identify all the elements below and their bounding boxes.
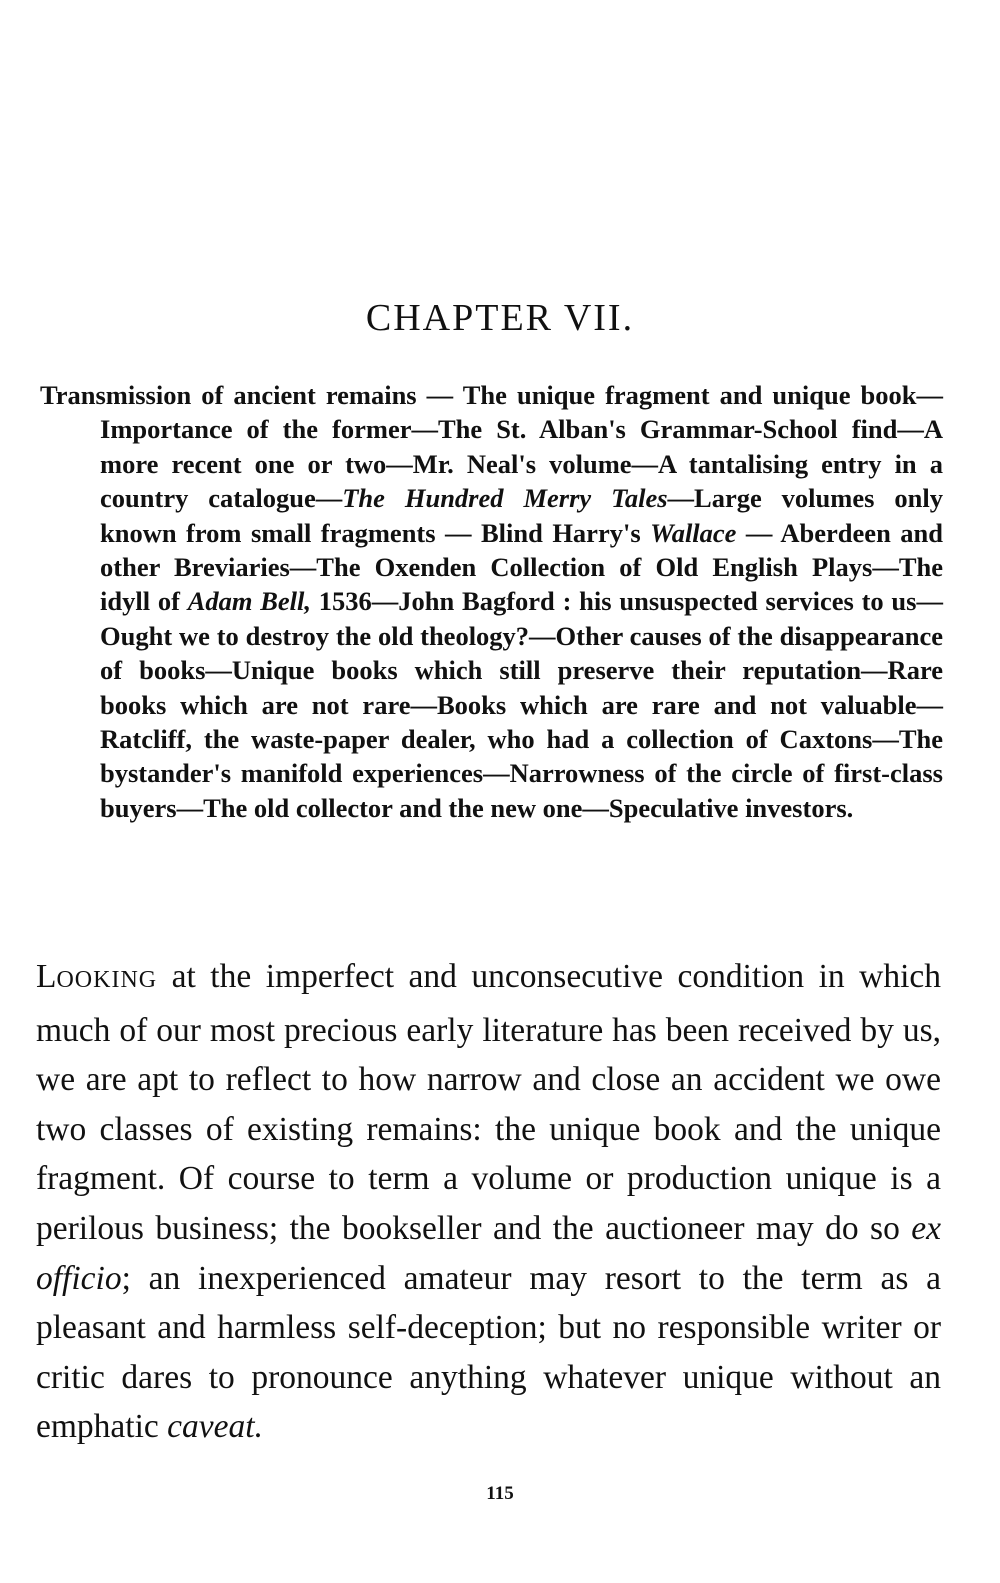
summary-text-4: 1536—John Bagford : his unsuspected services to us—Ought we to destroy the old theology?—Other causes of the disappearance of books—Unique books which still preserve their reputation—Rare books which are not rare—Books which are rare and not valuable—Ratcliff, the waste-paper dealer, who had a collection of Caxtons—The bystander's manifold experiences—Narrowness of the circle of first-class buyers—The old collector and the new one—Speculative investors.: [100, 586, 943, 823]
body-paragraph: [36, 952, 941, 1452]
page-number: 115: [486, 1483, 514, 1504]
summary-text-2: —Large volumes only known from small fragments — Blind Harry's: [100, 483, 943, 548]
drop-word-rest: OOKING: [56, 967, 158, 993]
chapter-title: CHAPTER VII.: [365, 297, 635, 339]
summary-text-1: Transmission of ancient remains — The unique fragment and unique book—Importance of the former—The St. Alban's Grammar-School find—A more recent one or two—Mr. Neal's volume—A tantalising entry in a country catalogue—: [40, 380, 943, 514]
drop-word-first-letter: L: [36, 958, 57, 995]
body-text-1: at the imperfect and unconsecutive condition in which much of our most precious early literature has been received by us, we are apt to reflect to how narrow and close an accident we owe two classes of existing remains: the unique book and the unique fragment. Of course to term a volume or production unique is a perilous business; the bookseller and the auctioneer may do so: [36, 958, 941, 1247]
summary-italic-title-3: Adam Bell,: [187, 586, 312, 617]
body-italic-2: caveat.: [167, 1408, 263, 1446]
chapter-summary: [40, 378, 943, 825]
body-text-2: ; an inexperienced amateur may resort to the term as a pleasant and harmless self-deception; but no responsible writer or critic dares to pronounce anything whatever unique without an emphatic: [36, 1259, 941, 1446]
summary-italic-title-1: The Hundred Merry Tales: [342, 483, 668, 514]
summary-italic-title-2: Wallace: [650, 517, 737, 548]
summary-text-3: — Aberdeen and other Breviaries—The Oxenden Collection of Old English Plays—The idyll of: [100, 517, 943, 617]
body-italic-1: ex officio: [36, 1209, 941, 1297]
